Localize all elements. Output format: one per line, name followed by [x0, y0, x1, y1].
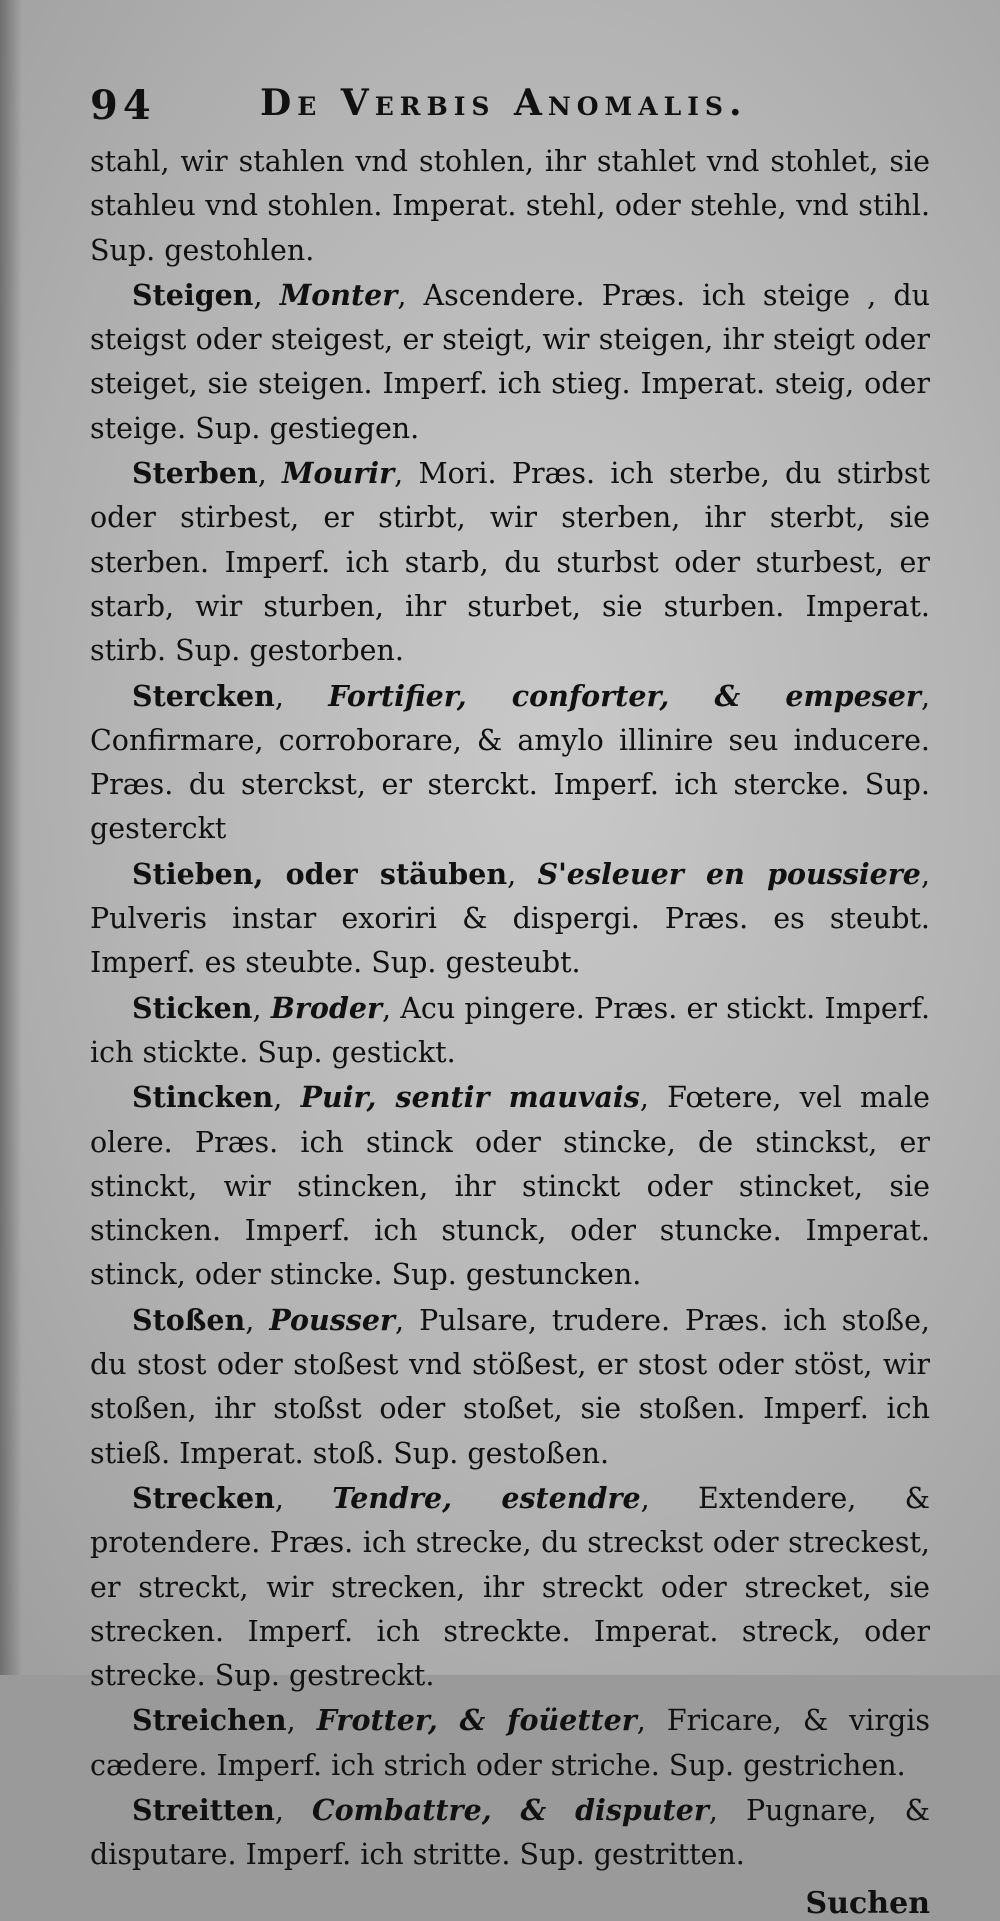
page-number: 94	[90, 82, 156, 129]
entry-text: , Pugnare, & disputare. Imperf. ich stritte. Sup. gestritten.	[90, 1793, 930, 1872]
entry-headword: Sterben	[132, 456, 258, 491]
entry-text: ,	[257, 457, 282, 491]
verb-entry	[90, 1698, 930, 1788]
entry-text: , Mori. Præs. ich sterbe, du stirbst oder stirbest, er stirbt, wir sterben, ihr sterbt, sie sterben. Imperf. ich starb, du sturbst oder sturbest, er starb, wir sturben, ihr sturbet, sie sturben. Imperat. stirb. Sup. gestorben.	[90, 457, 930, 668]
dictionary-text	[90, 140, 930, 1878]
entry-text: , Pulveris instar exoriri & dispergi. Præs. es steubt. Imperf. es steubte. Sup. gesteubt.	[90, 857, 930, 980]
verb-entry	[90, 273, 930, 451]
entry-french-gloss: Broder	[270, 990, 383, 1025]
page-gutter-shadow	[0, 0, 22, 1675]
entry-text: , Acu pingere. Præs. er stickt. Imperf. ich stickte. Sup. gestickt.	[90, 991, 931, 1069]
page-header	[90, 70, 930, 140]
entry-french-gloss: Monter	[279, 277, 398, 312]
entry-text: ,	[252, 991, 271, 1025]
entry-headword: Steigen	[132, 277, 254, 312]
entry-text: , Fœtere, vel male olere. Præs. ich stinck oder stincke, de stinckst, er stinckt, wir stincken, ihr stinckt oder stincket, sie stincken. Imperf. ich stunck, oder stuncke. Imperat. stinck, oder stincke. Sup. gestuncken.	[90, 1081, 930, 1292]
entry-headword: Strecken	[132, 1480, 275, 1515]
entry-text: , Fricare, & virgis cædere. Imperf. ich strich oder striche. Sup. gestrichen.	[90, 1704, 930, 1782]
entry-headword: Streitten	[132, 1792, 275, 1827]
entry-text: ,	[245, 1303, 270, 1337]
continued-entry	[90, 140, 930, 273]
entry-text: , Pulsare, trudere. Præs. ich stoße, du stost oder stoßest vnd stößest, er stost oder stöst, wir stoßen, ihr stoßst oder stoßet, sie stoßen. Imperf. ich stieß. Imperat. stoß. Sup. gestoßen.	[90, 1303, 930, 1470]
entry-french-gloss: Mourir	[282, 456, 395, 491]
entry-text: ,	[274, 1481, 333, 1515]
running-title: De Verbis Anomalis.	[260, 82, 748, 124]
entry-french-gloss: Frotter, & foüetter	[316, 1703, 637, 1738]
verb-entry	[90, 852, 930, 986]
entry-text: , Ascendere. Præs. ich steige , du steigst oder steigest, er steigt, wir steigen, ihr steigt oder steiget, sie steigen. Imperf. ich stieg. Imperat. steig, oder steige. Sup. gestiegen.	[90, 278, 930, 445]
entry-headword: Stieben, oder stäuben	[132, 856, 508, 891]
entry-text: ,	[273, 1081, 301, 1115]
entry-french-gloss: Fortifier, conforter, & empeser	[328, 678, 921, 713]
entry-french-gloss: Tendre, estendre	[332, 1480, 641, 1515]
entry-text: , Confirmare, corroborare, & amylo illinire seu inducere. Præs. du sterckst, er sterckt. Imperf. ich stercke. Sup. gesterckt	[90, 679, 931, 846]
verb-entry	[90, 986, 930, 1076]
verb-entry	[90, 1476, 930, 1698]
entry-text: ,	[253, 278, 280, 312]
entry-headword: Sticken	[132, 990, 253, 1025]
verb-entry	[90, 451, 930, 673]
entry-text: ,	[286, 1704, 317, 1738]
verb-entry	[90, 1788, 930, 1878]
entry-headword: Stoßen	[132, 1302, 246, 1337]
entry-text: ,	[507, 857, 538, 891]
entry-text: , Extendere, & protendere. Præs. ich strecke, du streckst oder streckest, er streckt, wir strecken, ihr streckt oder strecket, sie strecken. Imperf. ich streckte. Imperat. streck, oder strecke. Sup. gestreckt.	[90, 1481, 931, 1693]
entry-headword: Streichen	[132, 1703, 287, 1738]
entry-headword: Stercken	[132, 678, 275, 713]
verb-entry	[90, 1298, 930, 1476]
entry-text: stahl, wir stahlen vnd stohlen, ihr stahlet vnd stohlet, sie stahleu vnd stohlen. Imperat. stehl, oder stehle, vnd stihl. Sup. gestohlen.	[90, 145, 930, 267]
entry-text: ,	[274, 679, 329, 713]
entry-french-gloss: Combattre, & disputer	[311, 1792, 709, 1827]
entry-french-gloss: Puir, sentir mauvais	[300, 1080, 640, 1115]
entry-text: ,	[274, 1793, 312, 1827]
entry-french-gloss: Pousser	[269, 1302, 395, 1337]
entry-headword: Stincken	[132, 1080, 274, 1115]
entry-french-gloss: S'esleuer en poussiere	[537, 856, 921, 891]
catchword: Suchen	[805, 1885, 930, 1921]
verb-entry	[90, 1075, 930, 1297]
verb-entry	[90, 674, 930, 852]
